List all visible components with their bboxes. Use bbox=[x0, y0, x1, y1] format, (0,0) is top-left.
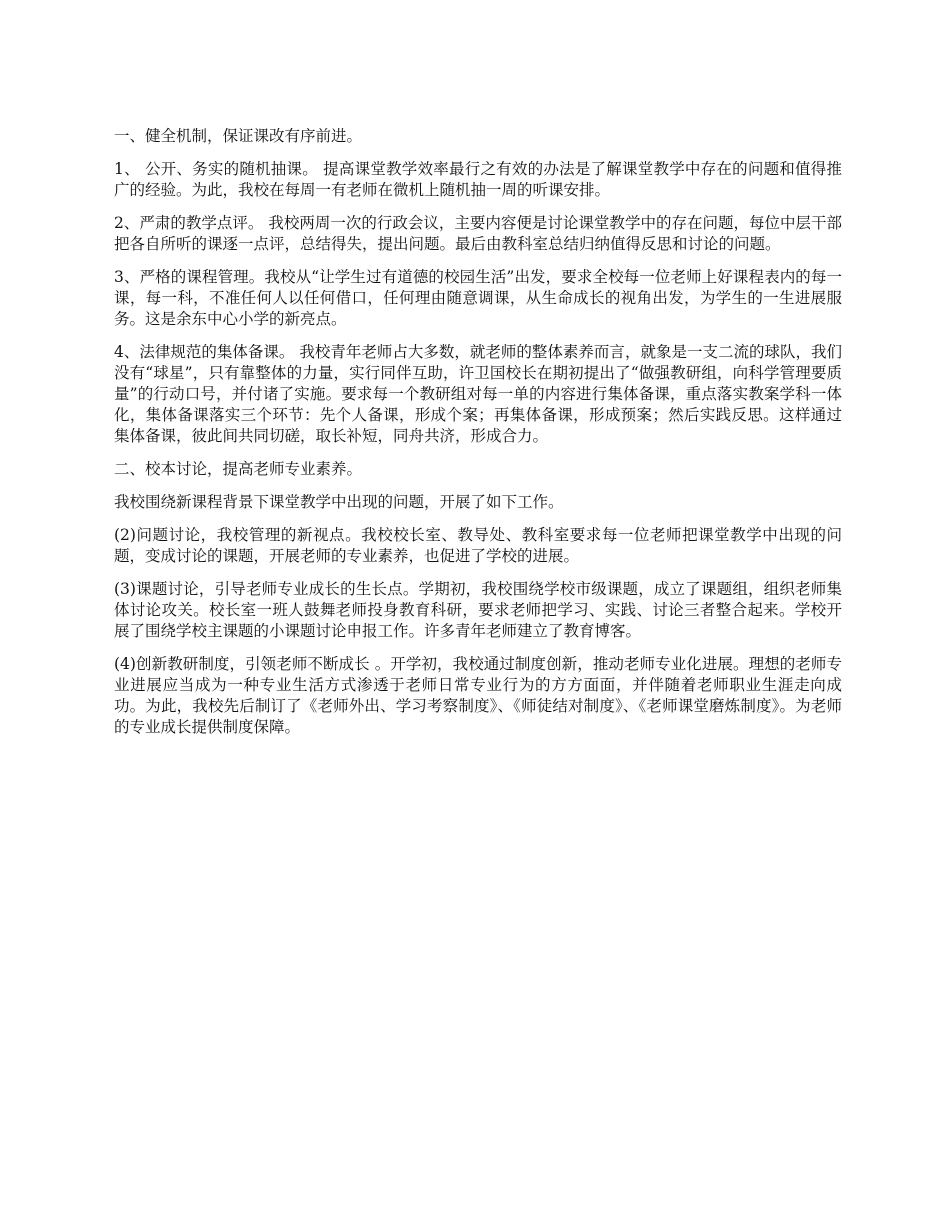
document-body bbox=[114, 126, 842, 750]
paragraph-topic-discussion: (3)课题讨论，引导老师专业成长的生长点。学期初，我校围绕学校市级课题，成立了课题组，组织老师集体讨论攻关。校长室一班人鼓舞老师投身教育科研，要求老师把学习、实践、讨论三者整合起来。学校开展了围绕学校主课题的小课题讨论申报工作。许多青年老师建立了教育博客。 bbox=[114, 580, 842, 640]
section-heading-1: 一、健全机制，保证课改有序前进。 bbox=[114, 127, 363, 145]
paragraph-intro-work: 我校围绕新课程背景下课堂教学中出现的问题，开展了如下工作。 bbox=[114, 493, 564, 511]
paragraph-course-management: 3、严格的课程管理。我校从“让学生过有道德的校园生活”出发，要求全校每一位老师上好课程表内的每一课，每一科，不准任何人以任何借口，任何理由随意调课，从生命成长的视角出发，为学生的一生进展服务。这是余东中心小学的新亮点。 bbox=[114, 268, 842, 328]
paragraph-problem-discussion: (2)问题讨论，我校管理的新视点。我校校长室、教导处、教科室要求每一位老师把课堂教学中出现的问题，变成讨论的课题，开展老师的专业素养，也促进了学校的进展。 bbox=[114, 526, 842, 565]
paragraph-research-system: (4)创新教研制度，引领老师不断成长 。开学初，我校通过制度创新，推动老师专业化进展。理想的老师专业进展应当成为一种专业生活方式渗透于老师日常专业行为的方方面面，并伴随着老师职业生涯走向成功。为此，我校先后制订了《老师外出、学习考察制度》、《师徒结对制度》、《老师课堂磨炼制度》。为老师的专业成长提供制度保障。 bbox=[114, 655, 842, 736]
paragraph-collective-lesson-prep: 4、法律规范的集体备课。 我校青年老师占大多数，就老师的整体素养而言，就象是一支二流的球队，我们没有“球星”，只有靠整体的力量，实行同伴互助，许卫国校长在期初提出了“做强教研组，向科学管理要质量”的行动口号，并付诸了实施。要求每一个教研组对每一单的内容进行集体备课，重点落实教案学科一体化，集体备课落实三个环节：先个人备课，形成个案；再集体备课，形成预案；然后实践反思。这样通过集体备课，彼此间共同切磋，取长补短，同舟共济，形成合力。 bbox=[114, 343, 842, 445]
section-heading-2: 二、校本讨论，提高老师专业素养。 bbox=[114, 460, 363, 478]
paragraph-random-lesson: 1、 公开、务实的随机抽课。 提高课堂教学效率最行之有效的办法是了解课堂教学中存在的问题和值得推广的经验。为此，我校在每周一有老师在微机上随机抽一周的听课安排。 bbox=[114, 160, 842, 199]
paragraph-teaching-review: 2、严肃的教学点评。 我校两周一次的行政会议，主要内容便是讨论课堂教学中的存在问题，每位中层干部把各自所听的课逐一点评，总结得失，提出问题。最后由教科室总结归纳值得反思和讨论的问题。 bbox=[114, 214, 842, 253]
